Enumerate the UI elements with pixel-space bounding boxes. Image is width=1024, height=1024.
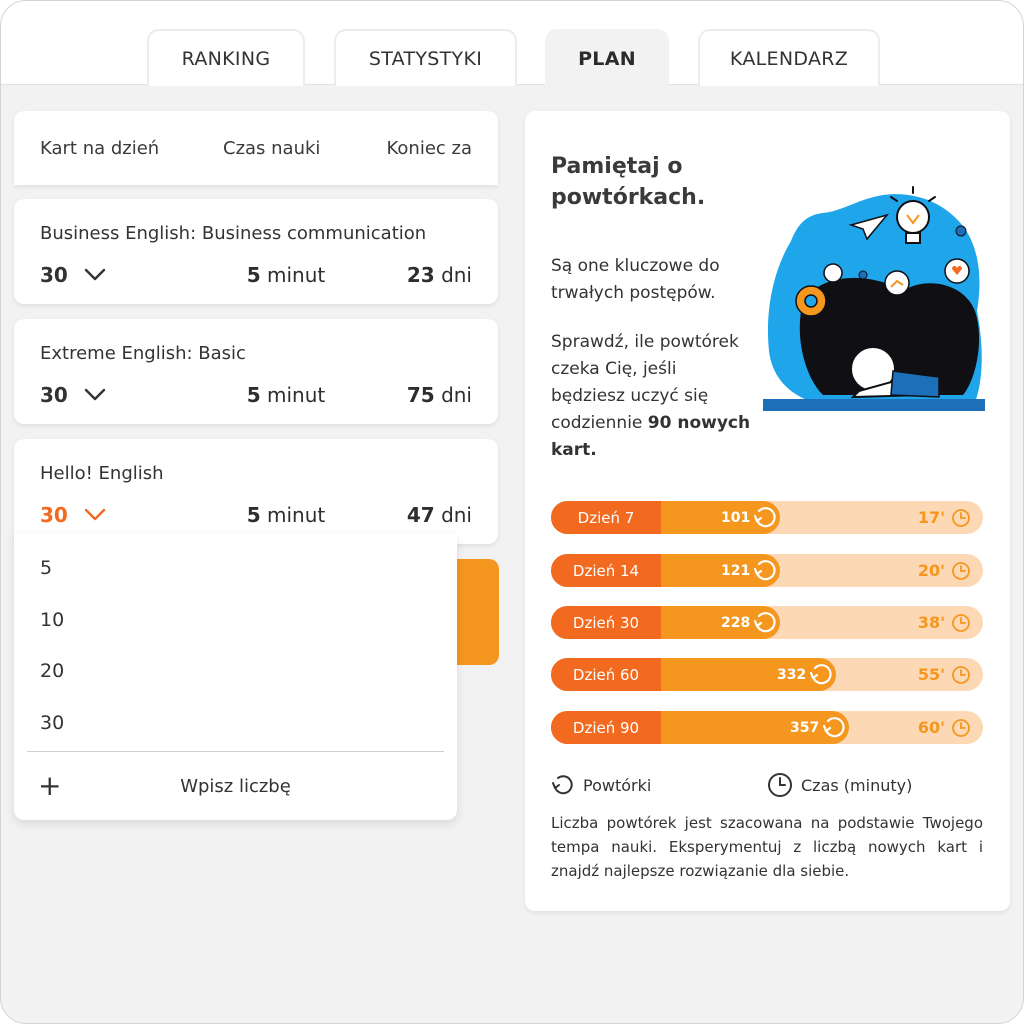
deck-name: Hello! English xyxy=(40,463,164,484)
bar-time-value: 17' xyxy=(918,501,971,534)
study-time-value: 5 minut xyxy=(246,503,326,527)
cards-per-day-select[interactable] xyxy=(40,263,106,287)
bar-reviews-value: 332 xyxy=(777,658,834,691)
bar-day-label: Dzień 7 xyxy=(551,501,661,534)
info-title: Pamiętaj o powtórkach. xyxy=(551,154,706,210)
deck-name: Business English: Business communication xyxy=(40,223,427,244)
bar-reviews-value: 101 xyxy=(721,501,778,534)
dropdown-option[interactable]: 10 xyxy=(40,609,65,631)
bar-reviews-value: 228 xyxy=(721,606,778,639)
ends-in-value: 75 dni xyxy=(406,383,472,407)
plus-icon: + xyxy=(38,769,62,802)
deck-card xyxy=(14,439,498,544)
repeat-icon xyxy=(752,505,778,531)
deck-row xyxy=(40,263,472,295)
deck-card xyxy=(14,199,498,304)
reviews-bar-row xyxy=(551,658,983,691)
deck-row xyxy=(40,383,472,415)
clock-icon xyxy=(951,718,971,738)
study-time-value: 5 minut xyxy=(246,383,326,407)
legend-time: Czas (minuty) xyxy=(767,771,912,799)
clock-icon xyxy=(767,772,793,798)
chevron-down-icon xyxy=(84,508,106,522)
plan-table-header xyxy=(14,111,498,185)
deck-card xyxy=(14,319,498,424)
header-ends-in: Koniec za xyxy=(386,137,472,159)
reviews-bar-row xyxy=(551,554,983,587)
bar-time-value: 55' xyxy=(918,658,971,691)
cards-per-day-value: 30 xyxy=(40,383,68,407)
info-paragraph: Są one kluczowe do trwałych postępów. xyxy=(551,256,720,303)
bar-day-label: Dzień 60 xyxy=(551,658,661,691)
clock-icon xyxy=(951,665,971,685)
clock-icon xyxy=(951,561,971,581)
cards-per-day-select[interactable] xyxy=(40,503,106,527)
bar-reviews-value: 357 xyxy=(790,711,847,744)
ends-in-value: 47 dni xyxy=(406,503,472,527)
chevron-down-icon xyxy=(84,268,106,282)
bar-time-value: 60' xyxy=(918,711,971,744)
dropdown-option[interactable]: 5 xyxy=(40,557,53,579)
header-study-time: Czas nauki xyxy=(223,137,321,159)
dropdown-divider xyxy=(27,751,444,752)
cards-per-day-select[interactable] xyxy=(40,383,106,407)
tab-statystyki[interactable]: STATYSTYKI xyxy=(334,29,517,86)
reviews-bar-row xyxy=(551,711,983,744)
ends-in-value: 23 dni xyxy=(406,263,472,287)
study-illustration xyxy=(763,181,985,413)
bar-reviews-value: 121 xyxy=(721,554,778,587)
custom-number-label: Wpisz liczbę xyxy=(180,776,291,797)
bar-day-label: Dzień 90 xyxy=(551,711,661,744)
repeat-icon xyxy=(551,773,575,797)
repetitions-info-card xyxy=(525,111,1010,911)
reviews-bar-row xyxy=(551,501,983,534)
bar-time-value: 38' xyxy=(918,606,971,639)
repeat-icon xyxy=(752,558,778,584)
bar-day-label: Dzień 30 xyxy=(551,606,661,639)
clock-icon xyxy=(951,613,971,633)
tab-ranking[interactable]: RANKING xyxy=(147,29,305,86)
repeat-icon xyxy=(808,662,834,688)
reviews-bar-row xyxy=(551,606,983,639)
dropdown-option[interactable]: 30 xyxy=(40,712,65,734)
dropdown-option[interactable]: 20 xyxy=(40,660,65,682)
legend-reviews: Powtórki xyxy=(551,771,651,799)
repeat-icon xyxy=(821,715,847,741)
chevron-down-icon xyxy=(84,388,106,402)
custom-number-option[interactable] xyxy=(14,763,457,809)
clock-icon xyxy=(951,508,971,528)
repeat-icon xyxy=(752,610,778,636)
bar-time-value: 20' xyxy=(918,554,971,587)
tab-kalendarz[interactable]: KALENDARZ xyxy=(698,29,880,86)
cards-per-day-dropdown xyxy=(14,533,457,820)
deck-row xyxy=(40,503,472,535)
estimate-note: Liczba powtórek jest szacowana na podstawie Twojego tempa nauki. Eksperymentuj z liczbą nowych kart i znajdź najlepsze rozwiązanie dla siebie. xyxy=(551,814,983,880)
tab-bar xyxy=(1,1,1023,85)
tab-plan[interactable]: PLAN xyxy=(545,29,669,86)
deck-name: Extreme English: Basic xyxy=(40,343,246,364)
study-time-value: 5 minut xyxy=(246,263,326,287)
cards-per-day-value: 30 xyxy=(40,263,68,287)
header-cards-per-day: Kart na dzień xyxy=(40,137,160,159)
bar-day-label: Dzień 14 xyxy=(551,554,661,587)
info-paragraph: Sprawdź, ile powtórek czeka Cię, jeśli będziesz uczyć się codziennie 90 nowych kart. xyxy=(551,332,751,460)
cards-per-day-value: 30 xyxy=(40,503,68,527)
